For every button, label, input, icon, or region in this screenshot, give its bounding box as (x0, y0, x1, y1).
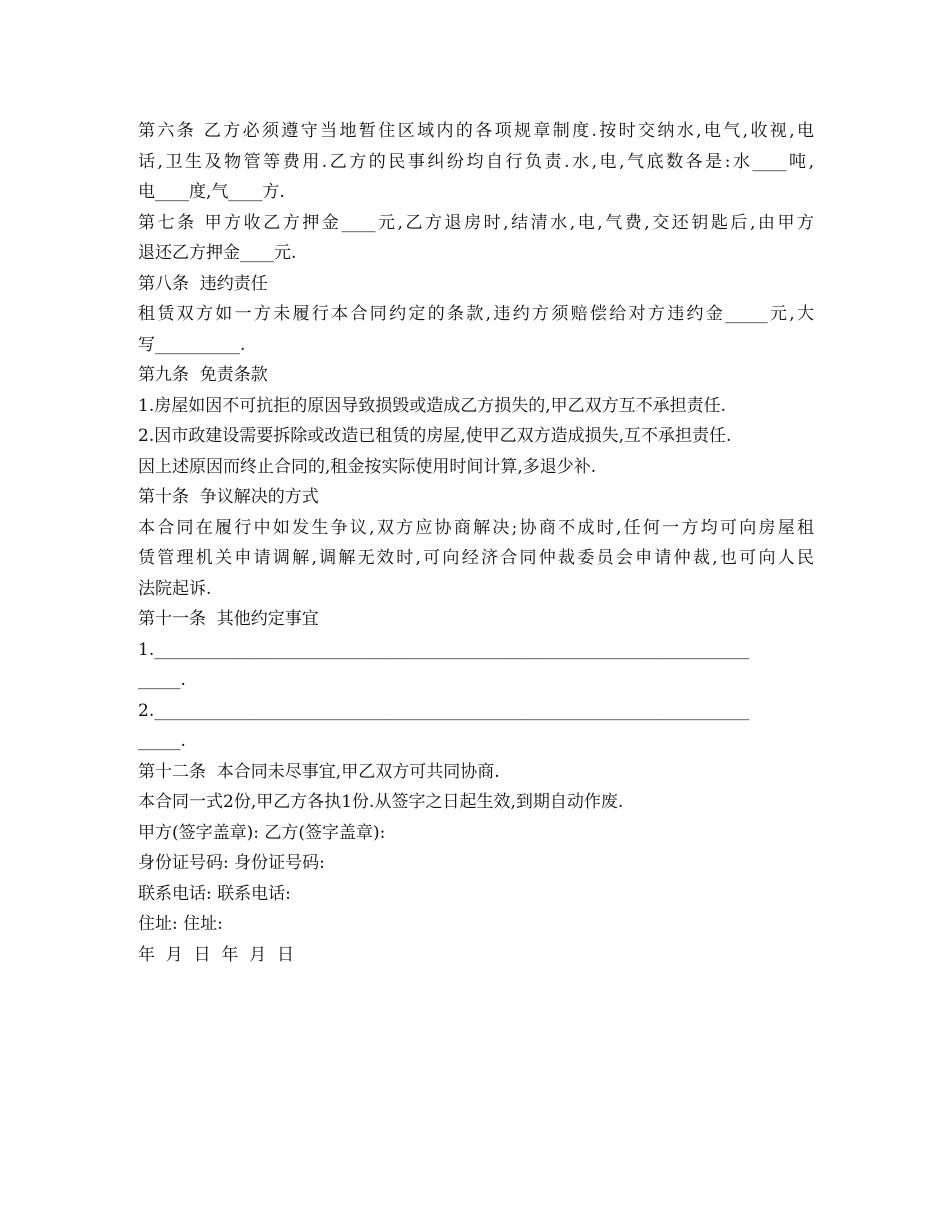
clause-10-line-2: 赁管理机关申请调解,调解无效时,可向经济合同仲裁委员会申请仲裁,也可向人民 (138, 548, 814, 568)
signature-line: 甲方(签字盖章): 乙方(签字盖章): (138, 822, 386, 843)
clause-9-note: 因上述原因而终止合同的,租金按实际使用时间计算,多退少补. (138, 456, 597, 477)
clause-9-item-2: 2.因市政建设需要拆除或改造已租赁的房屋,使甲乙双方造成损失,互不承担责任. (138, 426, 732, 446)
clause-11-item-2: 2.______________________________________________________________________ (138, 700, 750, 721)
clause-6-line-3: 电____度,气____方. (138, 182, 285, 202)
phone-line: 联系电话: 联系电话: (138, 883, 291, 904)
clause-11-item-2-end: _____. (138, 731, 186, 751)
clause-9-heading: 第九条 免责条款 (138, 365, 268, 385)
clause-9-item-1: 1.房屋如因不可抗拒的原因导致损毁或造成乙方损失的,甲乙双方互不承担责任. (138, 395, 727, 416)
clause-7-line-2: 退还乙方押金____元. (138, 243, 297, 263)
id-number-line: 身份证号码: 身份证号码: (138, 853, 325, 873)
address-line: 住址: 住址: (138, 914, 223, 934)
clause-11-item-1-end: _____. (138, 670, 186, 690)
clause-8-line-2: 写__________. (138, 334, 246, 355)
contract-text (138, 116, 814, 970)
clause-10-line-3: 法院起诉. (138, 578, 212, 599)
clause-12: 第十二条 本合同未尽事宜,甲乙双方可共同协商. (138, 761, 500, 782)
clause-10-heading: 第十条 争议解决的方式 (138, 487, 319, 507)
clause-7-line-1: 第七条 甲方收乙方押金____元,乙方退房时,结清水,电,气费,交还钥匙后,由甲方 (138, 212, 814, 233)
clause-11-item-1: 1.______________________________________________________________________ (138, 639, 750, 660)
copies-statement: 本合同一式2份,甲乙方各执1份.从签字之日起生效,到期自动作废. (138, 792, 624, 812)
clause-8-heading: 第八条 违约责任 (138, 273, 268, 294)
clause-8-line-1: 租赁双方如一方未履行本合同约定的条款,违约方须赔偿给对方违约金_____元,大 (138, 304, 814, 324)
clause-11-heading: 第十一条 其他约定事宜 (138, 609, 319, 629)
date-line: 年 月 日 年 月 日 (138, 944, 295, 965)
clause-6-line-1: 第六条 乙方必须遵守当地暂住区域内的各项规章制度.按时交纳水,电气,收视,电 (138, 121, 814, 141)
clause-6-line-2: 话,卫生及物管等费用.乙方的民事纠纷均自行负责.水,电,气底数各是:水____吨, (138, 151, 814, 172)
clause-10-line-1: 本合同在履行中如发生争议,双方应协商解决;协商不成时,任何一方均可向房屋租 (138, 517, 814, 538)
